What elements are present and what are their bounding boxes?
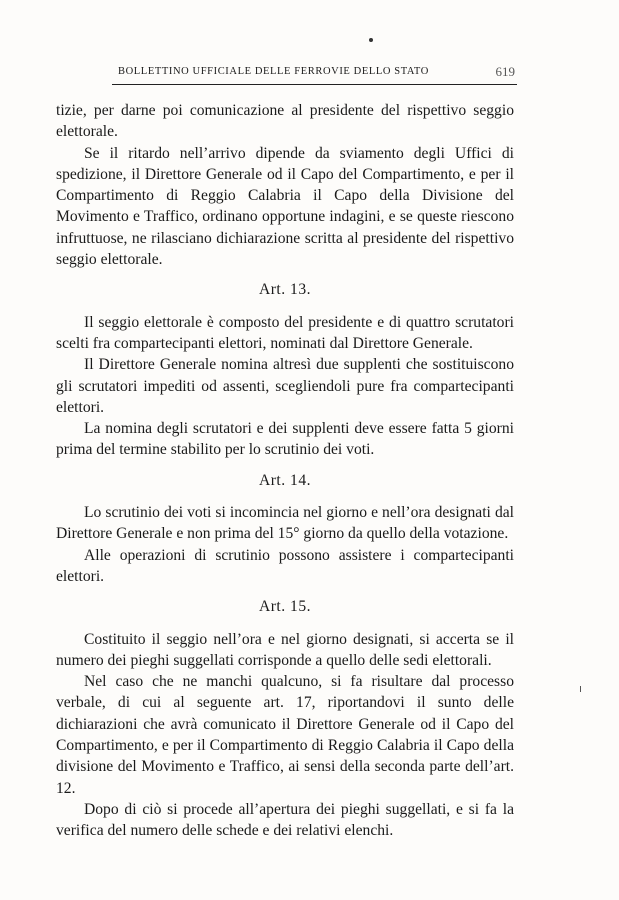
ink-dot [369, 38, 373, 42]
article-14-heading: Art. 14. [258, 471, 312, 489]
header-rule [112, 84, 517, 85]
paragraph: Se il ritardo nell’arrivo dipende da sviamento degli Uffici di spedizione, il Direttore Generale od il Capo del Compartimento, e per il Compartimento di Reggio Calabria il Capo della Divisione del Movimento e Traffico, ordinano opportune indagini, e se queste riescono infruttuose, ne rilasciano dichiarazione scritta al presidente del rispettivo seggio elettorale. [56, 144, 514, 269]
article-15-paragraph-3: Dopo di ciò si procede all’apertura dei pieghi suggellati, e si fa la verifica del numero delle schede e dei relativi elenchi. [56, 800, 514, 840]
paragraph-continued: tizie, per darne poi comunicazione al presidente del rispettivo seggio elettorale. [56, 102, 514, 141]
article-15-paragraph-1: Costituito il seggio nell’ora e nel giorno designati, si accerta se il numero dei pieghi suggellati corrisponde a quello delle sedi elettorali. [56, 630, 514, 669]
article-15-heading: Art. 15. [258, 598, 312, 616]
running-title: BOLLETTINO UFFICIALE DELLE FERROVIE DELLO STATO [118, 66, 429, 77]
article-13-paragraph-3: La nomina degli scrutatori e dei supplenti deve essere fatta 5 giorni prima del termine stabilito per lo scrutinio dei voti. [56, 420, 514, 459]
page-number: 619 [495, 64, 515, 79]
margin-mark [580, 686, 581, 692]
article-13-paragraph-1: Il seggio elettorale è composto del presidente e di quattro scrutatori scelti fra compartecipanti elettori, nominati dal Direttore Generale. [56, 313, 514, 352]
page-body [56, 100, 514, 842]
article-14-paragraph-1: Lo scrutinio dei voti si incomincia nel giorno e nell’ora designati dal Direttore Generale e non prima del 15° giorno da quello della votazione. [56, 504, 514, 543]
article-14-paragraph-2: Alle operazioni di scrutinio possono assistere i compartecipanti elettori. [56, 546, 514, 585]
article-15-paragraph-2: Nel caso che ne manchi qualcuno, si fa risultare dal processo verbale, di cui al seguente art. 17, riportandovi il sunto delle dichiarazioni che avrà comunicato il Direttore Generale od il Capo del Compartimento, e per il Compartimento di Reggio Calabria il Capo della divisione del Movimento e Traffico, ai sensi della seconda parte dell’art. 12. [56, 673, 514, 797]
running-header [112, 64, 517, 82]
article-13-heading: Art. 13. [258, 281, 312, 299]
article-13-paragraph-2: Il Direttore Generale nomina altresì due supplenti che sostituiscono gli scrutatori impediti od assenti, scegliendoli pure fra compartecipanti elettori. [56, 356, 514, 416]
